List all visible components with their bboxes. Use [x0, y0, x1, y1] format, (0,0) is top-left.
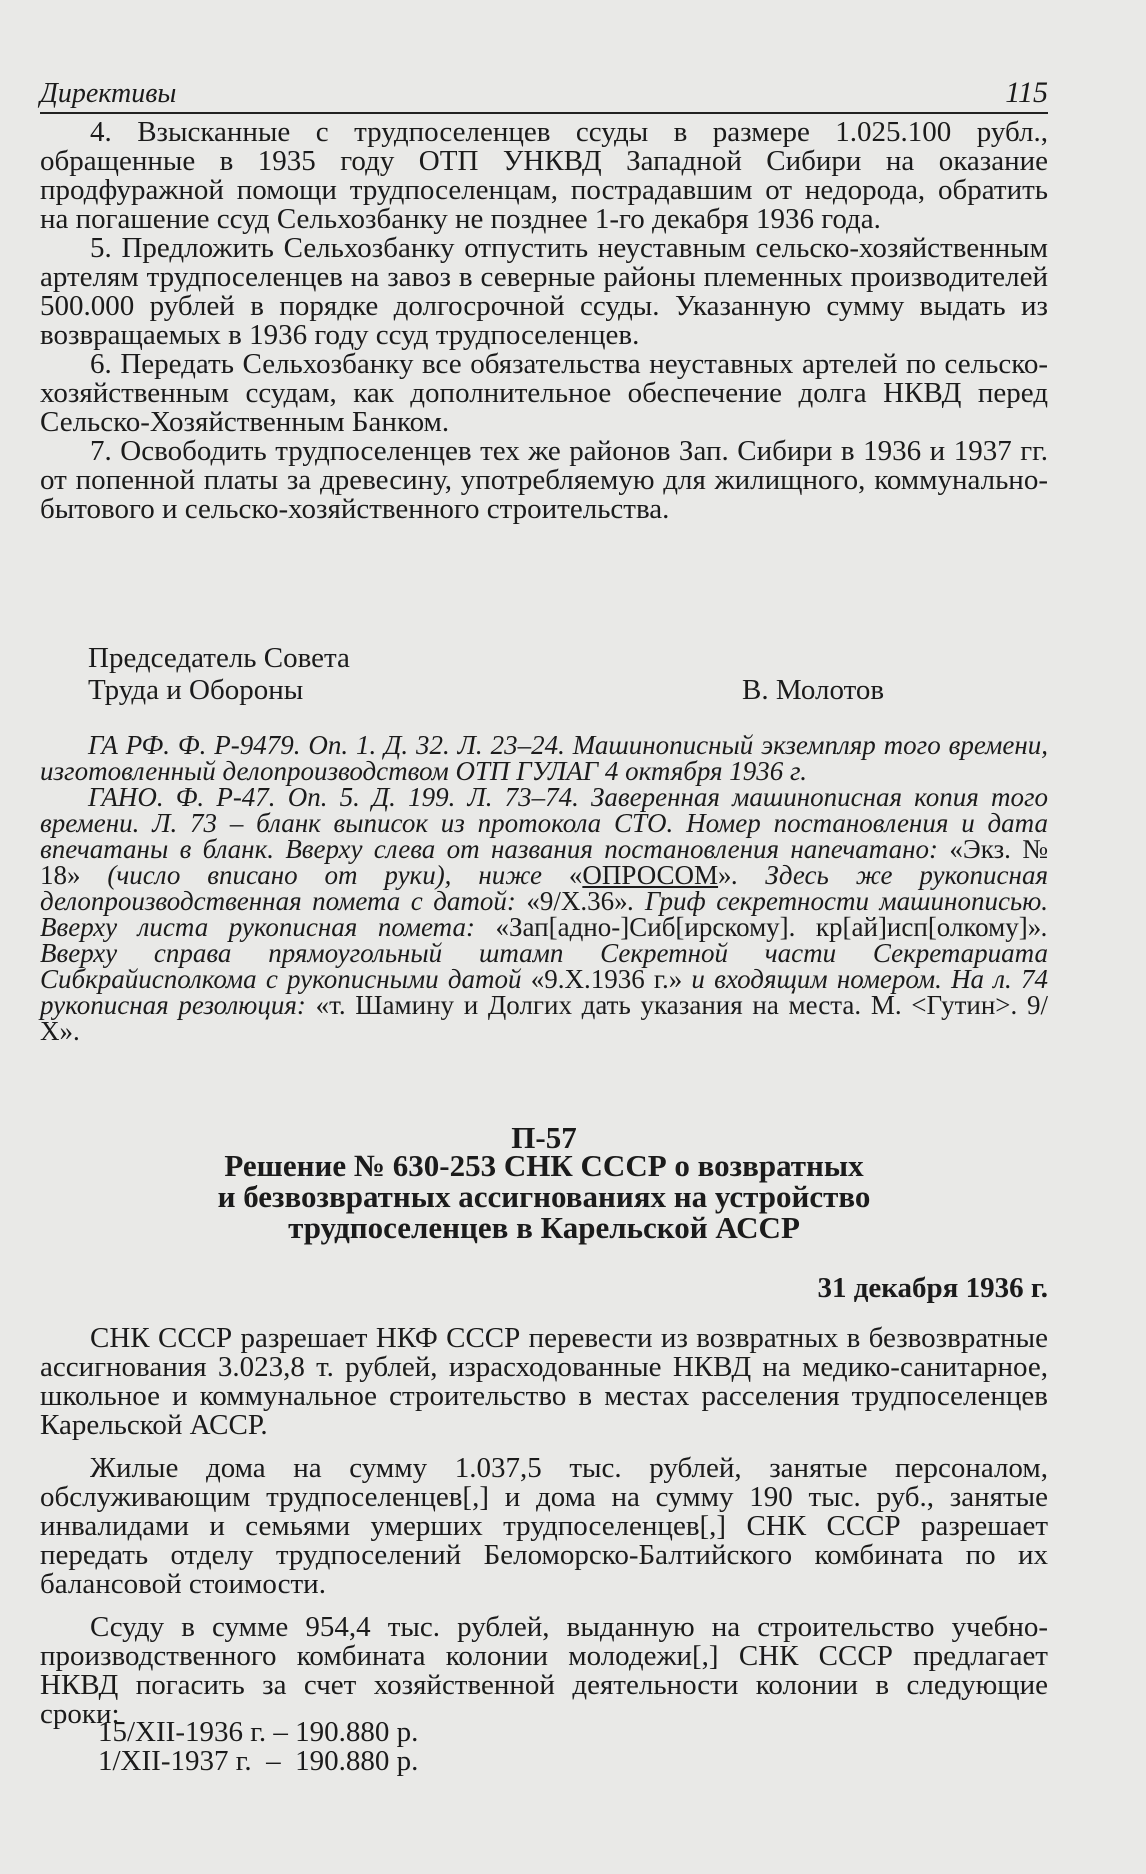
source-note-2-text: . Гриф секретности машинописью. Вверху листа рукописная помета: — [40, 886, 1049, 942]
resolution-item-7: 7. Освободить трудпоселенцев тех же районов Зап. Сибири в 1936 и 1937 гг. от попенной платы за древесину, употребляемую для жилищного, коммунально-бытового и сельско-хозяйственного строительства. — [40, 435, 1048, 525]
source-quote: «9.Х.1936 г.» — [530, 964, 683, 994]
signature-name: В. Молотов — [742, 674, 885, 706]
payment-line-2: 1/XII-1937 г. – 190.880 р. — [98, 1745, 419, 1777]
source-quote: « — [568, 860, 583, 890]
document-body — [40, 1324, 1048, 1729]
section-title: Директивы — [40, 78, 177, 109]
source-quote: «9/Х.36» — [526, 886, 628, 916]
resolution-item-6: 6. Передать Сельхозбанку все обязательства неуставных артелей по сельско-хозяйственным ссудам, как дополнительное обеспечение долга НКВД перед Сельско-Хозяйственным Банком. — [40, 348, 1048, 438]
document-title — [40, 1150, 1048, 1243]
document-paragraph-2: Жилые дома на сумму 1.037,5 тыс. рублей, занятые персоналом, обслуживающим трудпоселенцев[,] и дома на сумму 190 тыс. руб., занятые инвалидами и семьями умерших трудпоселенцев[,] СНК СССР разрешает передать отделу трудпоселений Беломорско-Балтийского комбината по их балансовой стоимости. — [40, 1452, 1048, 1600]
resolution-items — [40, 118, 1048, 524]
source-note-2-text: (число вписано от руки), ниже — [80, 860, 569, 890]
document-paragraph-1: СНК СССР разрешает НКФ СССР перевести из возвратных в безвозвратные ассигнования 3.023,8 т. рублей, израсходованные НКВД на медико-санитарное, школьное и коммунальное строительство в местах расселения трудпоселенцев Карельской АССР. — [40, 1322, 1048, 1441]
document-paragraph-3: Ссуду в сумме 954,4 тыс. рублей, выданную на строительство учебно-производственного комбината колонии молодежи[,] СНК СССР предлагает НКВД погасить за счет хозяйственной деятельности колонии в следующие сроки: — [40, 1611, 1048, 1730]
source-quote-underlined: ОПРОСОМ — [582, 860, 719, 890]
source-note-2-text: и входящим номером. На л. 74 рукописная резолюция: — [40, 964, 1049, 1020]
source-quote: «т. Шамину и Долгих дать указания на места. М. <Гутин>. 9/Х». — [40, 990, 1048, 1046]
running-header — [40, 72, 1048, 114]
source-note-2-text: ГАНО. Ф. Р-47. Оп. 5. Д. 199. Л. 73–74. Заверенная машинописная копия того времени. Л. 73 – бланк выписок из протокола СТО. Номер постановления и дата впечатаны в бланк. Вверху слева от названия постановления напечатано: — [40, 782, 1048, 864]
document-title-line1: Решение № 630-253 СНК СССР о возвратных — [224, 1148, 864, 1183]
payment-schedule — [98, 1718, 418, 1776]
page-number: 115 — [1005, 76, 1048, 109]
source-note-2 — [40, 784, 1048, 1044]
source-note-2-text: . Здесь же рукописная делопроизводственная помета с датой: — [40, 860, 1048, 916]
signature-title-line1: Председатель Совета — [88, 642, 350, 674]
source-note-2-text: . Вверху справа прямоугольный штамп Секретной части Секретариата Сибкрайисполкома с рукописными датой — [40, 912, 1048, 994]
document-title-line2: и безвозвратных ассигнованиях на устройство — [217, 1179, 871, 1214]
signature-title-line2: Труда и Обороны — [88, 674, 304, 706]
source-quote: » — [718, 860, 732, 890]
signature-title — [88, 642, 350, 706]
resolution-item-4: 4. Взысканные с трудпоселенцев ссуды в размере 1.025.100 рубл., обращенные в 1935 году ОТП УНКВД Западной Сибири на оказание продфуражной помощи трудпоселенцам, пострадавшим от недорода, обратить на погашение ссуд Сельхозбанку не позднее 1-го декабря 1936 года. — [40, 116, 1048, 235]
source-quote: «Экз. № 18» — [40, 834, 1048, 890]
archival-sources — [40, 732, 1048, 1044]
resolution-item-5: 5. Предложить Сельхозбанку отпустить неуставным сельско-хозяйственным артелям трудпоселенцев на завоз в северные районы племенных производителей 500.000 рублей в порядке долгосрочной ссуды. Указанную сумму выдать из возвращаемых в 1936 году ссуд трудпоселенцев. — [40, 232, 1048, 351]
payment-line-1: 15/XII-1936 г. – 190.880 р. — [98, 1716, 419, 1748]
document-title-line3: трудпоселенцев в Карельской АССР — [288, 1210, 800, 1245]
document-number: П-57 — [511, 1120, 577, 1155]
source-quote: «Зап[адно-]Сиб[ирскому]. кр[ай]исп[олкому]» — [495, 912, 1042, 942]
source-note-1: ГА РФ. Ф. Р-9479. Оп. 1. Д. 32. Л. 23–24. Машинописный экземпляр того времени, изготовленный делопроизводством ОТП ГУЛАГ 4 октября 1936 г. — [40, 730, 1048, 786]
document-date: 31 декабря 1936 г. — [817, 1272, 1048, 1304]
